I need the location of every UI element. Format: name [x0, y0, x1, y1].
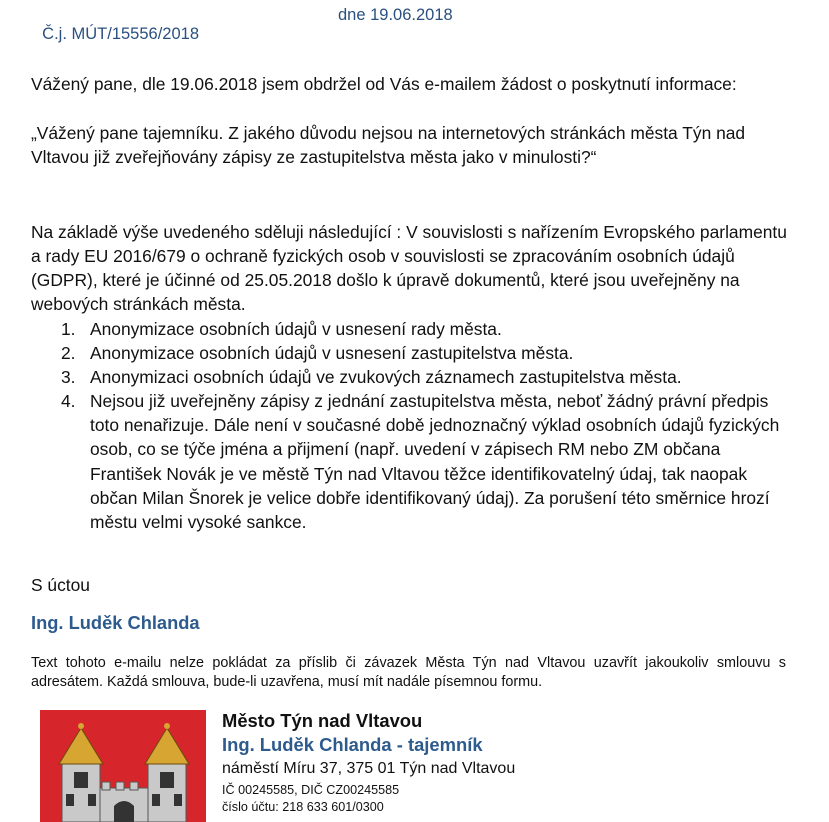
list-item-number: 4. [61, 391, 76, 412]
signature-bank-account: číslo účtu: 218 633 601/0300 [222, 800, 384, 814]
list-item [31, 365, 791, 389]
main-paragraph: Na základě výše uvedeného sděluji následující : V souvislosti s nařízením Evropského parlamentu a rady EU 2016/679 o ochraně fyzických osob v souvislosti se zpracováním osobních údajů (GDPR), které je účinné od 25.05.2018 došlo k úpravě dokumentů, které jsou uveřejněny na webových stránkách města. [31, 222, 787, 314]
closing-greeting: S úctou [31, 575, 90, 595]
list-item [31, 317, 791, 341]
intro-paragraph: Vážený pane, dle 19.06.2018 jsem obdržel od Vás e-mailem žádost o poskytnutí informace: [31, 74, 737, 94]
list-item-number: 1. [61, 319, 76, 339]
list-item-text: Nejsou již uveřejněny zápisy z jednání zastupitelstva města, neboť žádný právní předpis toto nenařizuje. Dále není v současné době jednoznačný výklad osobních údajů fyzických osob, co se týče jména a přijmení (např. uvedení v zápisech RM nebo ZM občana František Novák je ve městě Týn nad Vltavou těžce identifikovatelný údaj, tak naopak občan Milan Šnorek je velice dobře identifikovaný údaj). Za porušení této směrnice hrozí městu velmi vysoké sankce. [90, 391, 780, 532]
crest-right-tower [148, 762, 186, 822]
measures-list [31, 317, 791, 534]
signature-address: náměstí Míru 37, 375 01 Týn nad Vltavou [222, 760, 516, 777]
list-item-text: Anonymizace osobních údajů v usnesení zastupitelstva města. [90, 343, 574, 364]
list-item [31, 389, 791, 534]
crest-left-tower [62, 762, 100, 822]
reference-number: Č.j. MÚT/15556/2018 [42, 25, 200, 43]
signature-org-name: Město Týn nad Vltavou [222, 710, 423, 731]
signature-person-title: Ing. Luděk Chlanda - tajemník [222, 734, 483, 755]
list-item-number: 3. [61, 367, 76, 388]
list-item-number: 2. [61, 343, 76, 364]
list-item-text: Anonymizace osobních údajů v usnesení rady města. [90, 319, 502, 339]
coat-of-arms-icon [38, 710, 208, 822]
reference-line [33, 6, 453, 63]
quoted-request: „Vážený pane tajemníku. Z jakého důvodu nejsou na internetových stránkách města Týn nad Vltavou již zveřejňovány zápisy ze zastupitelstva města jako v minulosti?“ [31, 123, 746, 167]
list-item-text: Anonymizaci osobních údajů ve zvukových záznamech zastupitelstva města. [90, 367, 682, 388]
email-disclaimer: Text tohoto e-mailu nelze pokládat za příslib či závazek Města Týn nad Vltavou uzavřít jakoukoliv smlouvu s adresátem. Každá smlouva, bude-li uzavřena, musí mít nadále písemnou formu. [31, 655, 786, 690]
signer-name: Ing. Luděk Chlanda [31, 612, 200, 633]
list-item [31, 341, 791, 365]
signature-ico-dic: IČ 00245585, DIČ CZ00245585 [222, 783, 400, 797]
document-date: dne 19.06.2018 [338, 6, 453, 24]
